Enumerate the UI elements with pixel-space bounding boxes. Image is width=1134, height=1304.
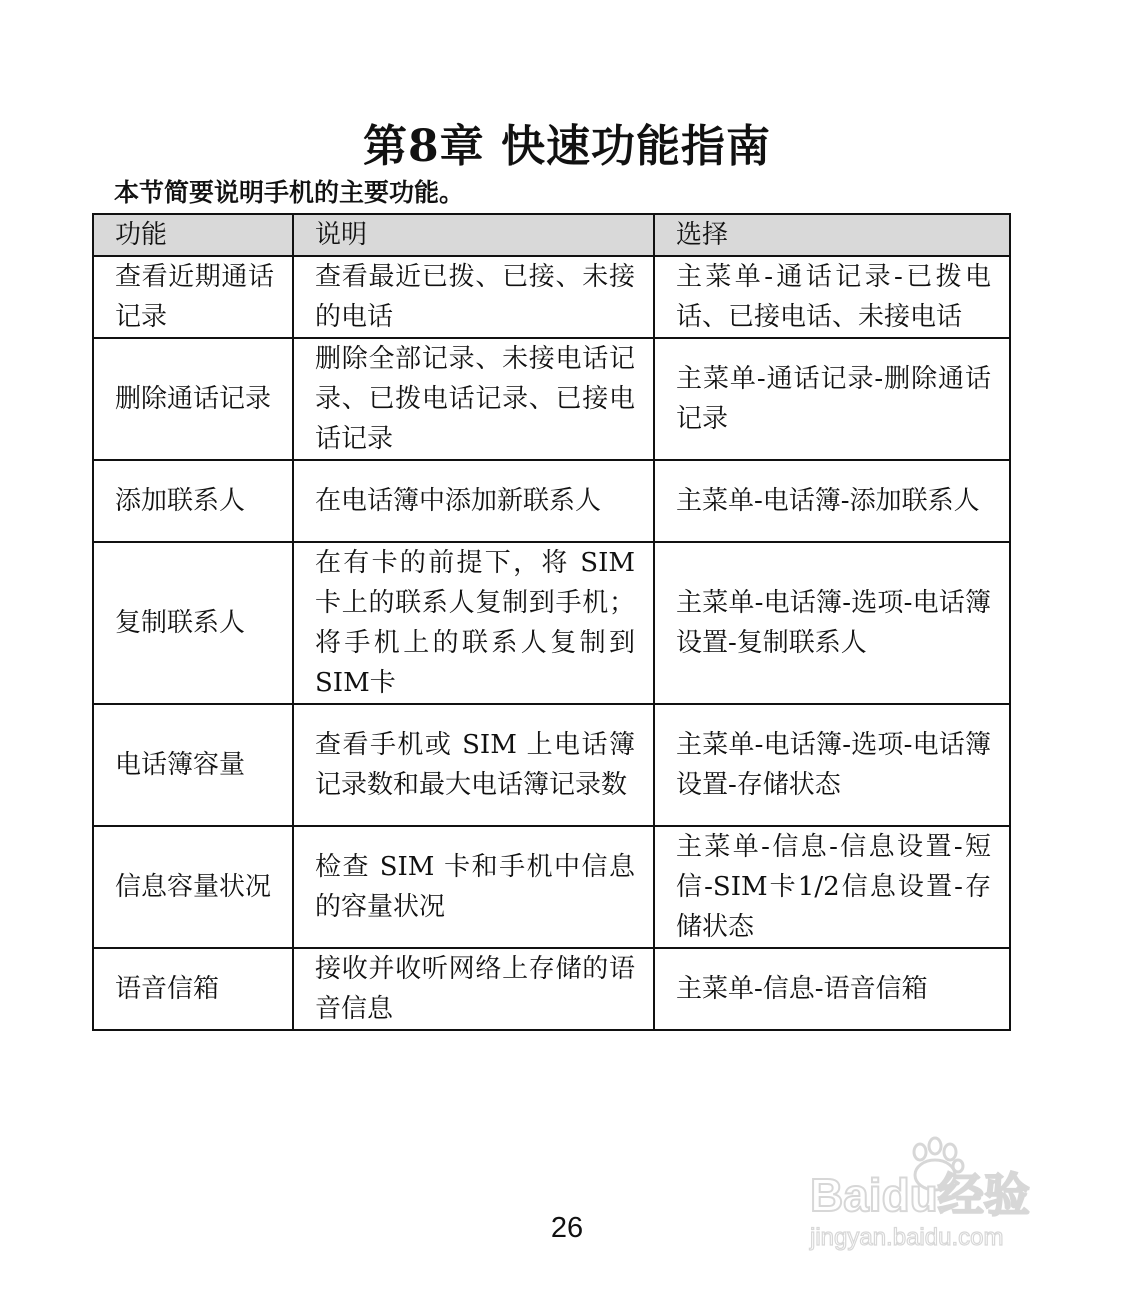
cell-description: 查看最近已拨、已接、未接的电话 [293, 256, 654, 338]
header-selection: 选择 [654, 214, 1010, 256]
table-row [93, 826, 1010, 948]
cell-selection: 主菜单-信息-语音信箱 [654, 948, 1010, 1030]
cell-description: 检查 SIM 卡和手机中信息的容量状况 [293, 826, 654, 948]
cell-function: 语音信箱 [93, 948, 293, 1030]
cell-function: 添加联系人 [93, 460, 293, 542]
chapter-title: 第8章 快速功能指南 [363, 121, 771, 172]
watermark-url: jingyan.baidu.com [810, 1224, 1004, 1251]
cell-selection: 主菜单-通话记录-删除通话记录 [654, 338, 1010, 460]
cell-function: 电话簿容量 [93, 704, 293, 826]
watermark-brand: Baidu经验 [810, 1169, 1030, 1221]
intro-text: 本节简要说明手机的主要功能。 [114, 178, 465, 207]
cell-selection: 主菜单-信息-信息设置-短信-SIM卡1/2信息设置-存储状态 [654, 826, 1010, 948]
table-row [93, 256, 1010, 338]
cell-description: 查看手机或 SIM 上电话簿记录数和最大电话簿记录数 [293, 704, 654, 826]
cell-selection: 主菜单-电话簿-选项-电话簿设置-存储状态 [654, 704, 1010, 826]
table-row [93, 460, 1010, 542]
cell-function: 复制联系人 [93, 542, 293, 704]
cell-function: 查看近期通话记录 [93, 256, 293, 338]
cell-description: 接收并收听网络上存储的语音信息 [293, 948, 654, 1030]
table-row [93, 542, 1010, 704]
header-description: 说明 [293, 214, 654, 256]
cell-description: 删除全部记录、未接电话记录、已拨电话记录、已接电话记录 [293, 338, 654, 460]
cell-selection: 主菜单-电话簿-选项-电话簿设置-复制联系人 [654, 542, 1010, 704]
cell-function: 信息容量状况 [93, 826, 293, 948]
cell-selection: 主菜单-电话簿-添加联系人 [654, 460, 1010, 542]
feature-table [92, 213, 1011, 1031]
cell-function: 删除通话记录 [93, 338, 293, 460]
table-row [93, 704, 1010, 826]
cell-selection: 主菜单-通话记录-已拨电话、已接电话、未接电话 [654, 256, 1010, 338]
page-number: 26 [550, 1212, 584, 1244]
header-function: 功能 [93, 214, 293, 256]
table-header-row [93, 214, 1010, 256]
table-row [93, 338, 1010, 460]
cell-description: 在电话簿中添加新联系人 [293, 460, 654, 542]
table-row [93, 948, 1010, 1030]
cell-description: 在有卡的前提下，将 SIM 卡上的联系人复制到手机；将手机上的联系人复制到SIM卡 [293, 542, 654, 704]
